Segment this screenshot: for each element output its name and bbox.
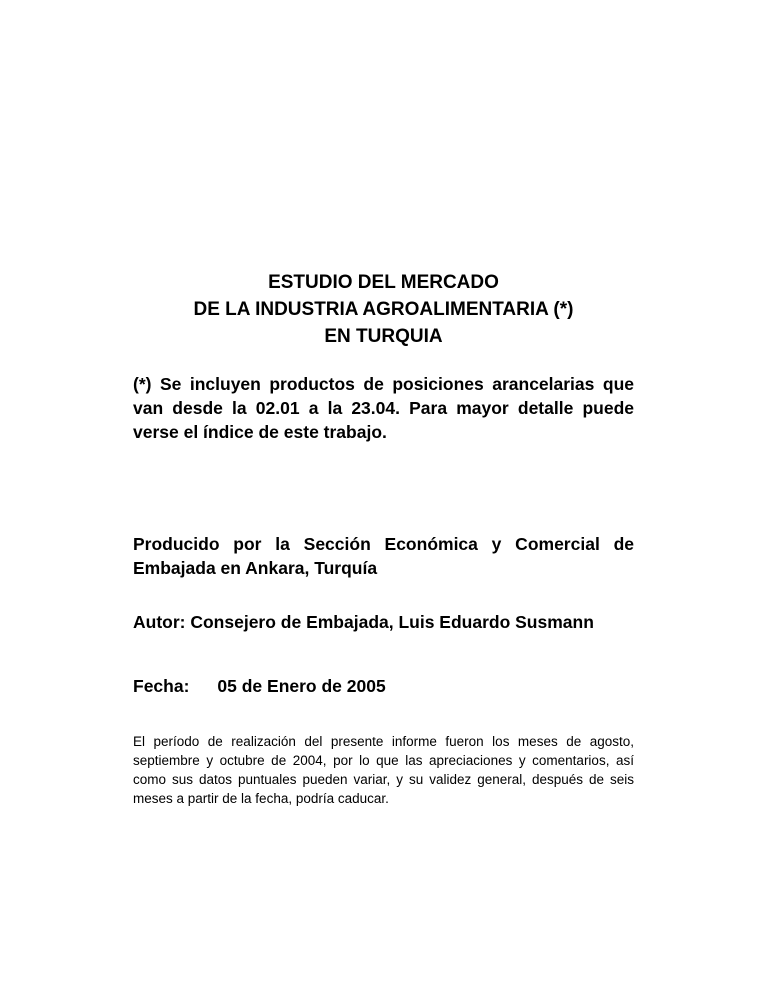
date-value: 05 de Enero de 2005 xyxy=(217,676,386,696)
produced-by-paragraph: Producido por la Sección Económica y Comercial de Embajada en Ankara, Turquía xyxy=(133,534,634,578)
date-line xyxy=(133,674,634,698)
validity-disclaimer-paragraph: El período de realización del presente informe fueron los meses de agosto, septiembre y octubre de 2004, por lo que las apreciaciones y comentarios, así como sus datos puntuales pueden variar, y su validez general, después de seis meses a partir de la fecha, podría caducar. xyxy=(133,734,634,806)
title-line-3: EN TURQUIA xyxy=(324,326,443,347)
author-line: Autor: Consejero de Embajada, Luis Eduardo Susmann xyxy=(133,612,594,632)
document-title xyxy=(133,0,634,350)
tariff-note-paragraph: (*) Se incluyen productos de posiciones arancelarias que van desde la 02.01 a la 23.04. Para mayor detalle puede verse el índice de este trabajo. xyxy=(133,374,634,442)
document-content xyxy=(133,0,634,822)
title-line-2: DE LA INDUSTRIA AGROALIMENTARIA (*) xyxy=(193,299,574,320)
date-label: Fecha: xyxy=(133,676,190,696)
title-line-1: ESTUDIO DEL MERCADO xyxy=(268,272,499,293)
